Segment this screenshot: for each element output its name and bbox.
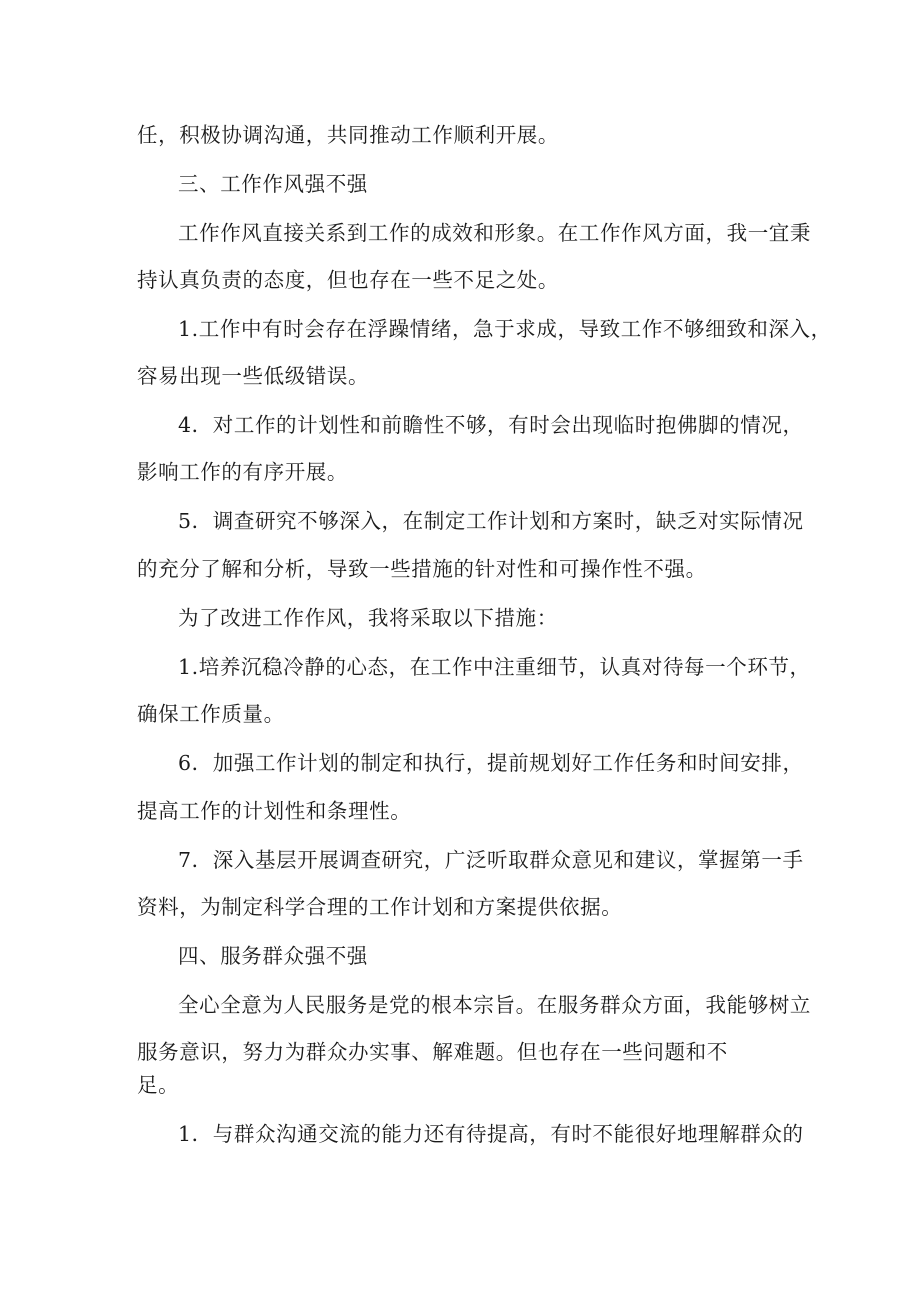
text-line: 服务意识，努力为群众办实事、解难题。但也存在一些问题和不 [137, 1040, 728, 1064]
text-line: 影响工作的有序开展。 [137, 460, 348, 484]
list-item: 5．调查研究不够深入，在制定工作计划和方案时，缺乏对实际情况 [178, 509, 804, 533]
section-heading: 四、服务群众强不强 [178, 944, 368, 968]
list-item: 7．深入基层开展调查研究，广泛听取群众意见和建议，掌握第一手 [178, 848, 804, 872]
text-line: 为了改进工作作风，我将采取以下措施： [178, 606, 558, 630]
text-line: 容易出现一些低级错误。 [137, 364, 370, 388]
text-line: 确保工作质量。 [137, 702, 285, 726]
text-line: 全心全意为人民服务是党的根本宗旨。在服务群众方面，我能够树立 [178, 993, 811, 1017]
text-line: 工作作风直接关系到工作的成效和形象。在工作作风方面，我一宜秉 [178, 221, 811, 245]
list-item: 1.工作中有时会存在浮躁情绪，急于求成，导致工作不够细致和深入， [178, 317, 832, 341]
text-line: 持认真负责的态度，但也存在一些不足之处。 [137, 268, 559, 292]
list-item: 4．对工作的计划性和前瞻性不够，有时会出现临时抱佛脚的情况， [178, 413, 804, 437]
list-item: 1．与群众沟通交流的能力还有待提高，有时不能很好地理解群众的 [178, 1122, 804, 1146]
list-item: 6．加强工作计划的制定和执行，提前规划好工作任务和时间安排， [178, 751, 804, 775]
text-line: 提高工作的计划性和条理性。 [137, 799, 412, 823]
text-line: 任，积极协调沟通，共同推动工作顺利开展。 [137, 123, 559, 147]
text-line: 资料，为制定科学合理的工作计划和方案提供依据。 [137, 895, 623, 919]
text-line: 的充分了解和分析，导致一些措施的针对性和可操作性不强。 [137, 557, 707, 581]
section-heading: 三、工作作风强不强 [178, 172, 368, 196]
list-item: 1.培养沉稳冷静的心态，在工作中注重细节，认真对待每一个环节， [178, 655, 811, 679]
text-line: 足。 [137, 1073, 180, 1097]
